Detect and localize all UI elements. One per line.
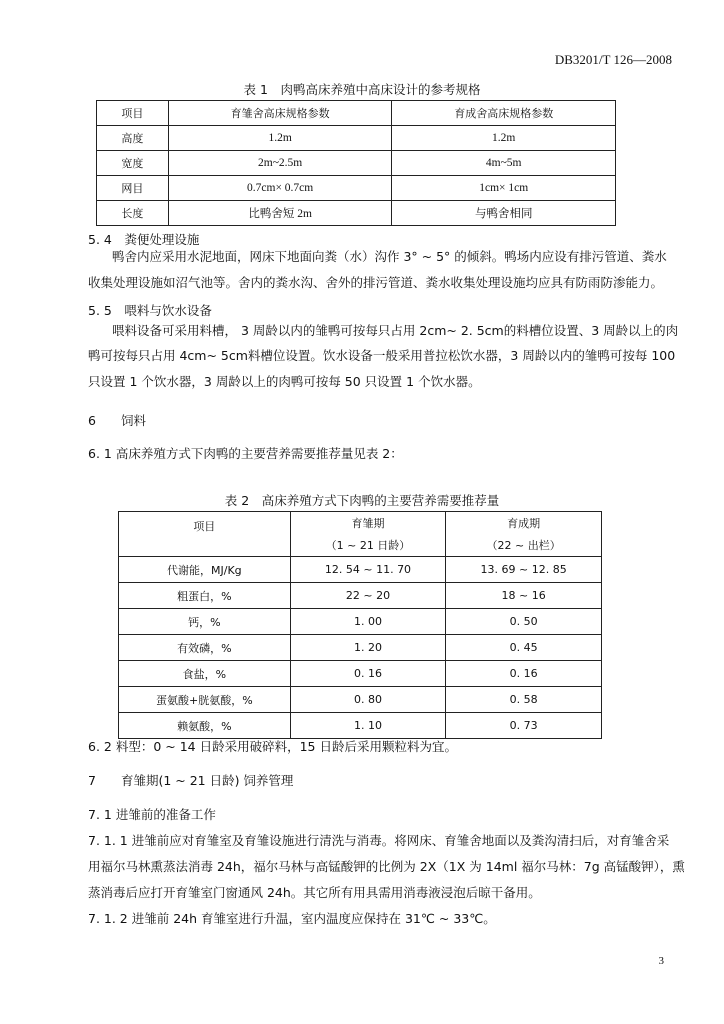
table-row (119, 583, 602, 609)
section-heading: 7 育雏期(1 ~ 21 日龄) 饲养管理 (88, 773, 294, 788)
table-cell: 1cm× 1cm (392, 176, 616, 201)
table-cell: 4m~5m (392, 151, 616, 176)
table-cell: 高度 (97, 126, 169, 151)
table-cell: 0. 80 (290, 687, 446, 713)
table2 (118, 511, 602, 739)
table-cell: 0. 16 (290, 661, 446, 687)
paragraph-line: 6. 1 高床养殖方式下肉鸭的主要营养需要推荐量见表 2： (88, 446, 403, 461)
table-cell: 1. 00 (290, 609, 446, 635)
paragraph-line: 7. 1. 1 进雏前应对育雏室及育雏设施进行清洗与消毒。将网床、育雏舍地面以及粪沟清扫后，对育雏舍采 (88, 833, 670, 848)
table-cell: 网目 (97, 176, 169, 201)
doc-code: DB3201/T 126—2008 (554, 52, 672, 67)
paragraph-line: 收集处理设施如沼气池等。舍内的粪水沟、舍外的排污管道、粪水收集处理设施均应具有防雨防渗能力。 (88, 275, 664, 290)
table-cell: 1.2m (392, 126, 616, 151)
table-row (119, 687, 602, 713)
table-cell: 0. 73 (446, 713, 602, 739)
table-cell: 13. 69 ~ 12. 85 (446, 557, 602, 583)
section-heading: 7. 1 进雏前的准备工作 (88, 807, 216, 822)
table-row (119, 557, 602, 583)
section-heading: 5. 5 喂料与饮水设备 (88, 303, 212, 318)
table-cell: 比鸭舍短 2m (168, 201, 392, 226)
table-row (97, 201, 616, 226)
table-cell: 有效磷，% (119, 635, 291, 661)
table2-caption: 表 2 高床养殖方式下肉鸭的主要营养需要推荐量 (224, 493, 500, 508)
table-cell: 与鸭舍相同 (392, 201, 616, 226)
paragraph-line: 鸭可按每只占用 4cm~ 5cm料槽位设置。饮水设备一般采用普拉松饮水器，3 周龄以内的雏鸭可按每 100 (88, 348, 676, 363)
table-cell: 蛋氨酸+胱氨酸，% (119, 687, 291, 713)
table-cell: 长度 (97, 201, 169, 226)
paragraph-line: 6. 2 料型：0 ~ 14 日龄采用破碎料，15 日龄后采用颗粒料为宜。 (88, 739, 457, 754)
section-heading: 5. 4 粪便处理设施 (88, 232, 200, 247)
table-header-row (97, 101, 616, 126)
table-cell: 代谢能，MJ/Kg (119, 557, 291, 583)
table-cell: 12. 54 ~ 11. 70 (290, 557, 446, 583)
table-header-cell: 育雏期 (290, 512, 446, 535)
table-cell: 宽度 (97, 151, 169, 176)
table1 (96, 100, 616, 226)
table-row (97, 126, 616, 151)
table-cell: 1. 20 (290, 635, 446, 661)
table-row (119, 661, 602, 687)
paragraph-line: 只设置 1 个饮水器，3 周龄以上的肉鸭可按每 50 只设置 1 个饮水器。 (88, 374, 481, 389)
table-cell: 0.7cm× 0.7cm (168, 176, 392, 201)
table-cell: 赖氨酸，% (119, 713, 291, 739)
table-cell: 1.2m (168, 126, 392, 151)
table-cell: 0. 16 (446, 661, 602, 687)
table-header-cell: 项目 (119, 512, 291, 557)
paragraph-line: 用福尔马林熏蒸法消毒 24h，福尔马林与高锰酸钾的比例为 2X（1X 为 14ml 福尔马林：7g 高锰酸钾），熏 (88, 859, 685, 874)
page-number: 3 (658, 955, 664, 967)
table-row (119, 609, 602, 635)
table-cell: 2m~2.5m (168, 151, 392, 176)
table-subheader-cell: （22 ~ 出栏） (446, 534, 602, 557)
paragraph-line: 7. 1. 2 进雏前 24h 育雏室进行升温，室内温度应保持在 31℃ ~ 33℃。 (88, 911, 496, 926)
table-cell: 0. 50 (446, 609, 602, 635)
table-header-row (119, 512, 602, 535)
table-header-cell: 育成舍高床规格参数 (392, 101, 616, 126)
section-heading: 6 饲料 (88, 413, 146, 428)
table-cell: 食盐，% (119, 661, 291, 687)
paragraph-line: 蒸消毒后应打开育雏室门窗通风 24h。其它所有用具需用消毒液浸泡后晾干备用。 (88, 885, 541, 900)
table-cell: 18 ~ 16 (446, 583, 602, 609)
table-row (119, 635, 602, 661)
table-cell: 钙，% (119, 609, 291, 635)
paragraph-line: 鸭舍内应采用水泥地面，网床下地面向粪（水）沟作 3° ~ 5° 的倾斜。鸭场内应设有排污管道、粪水 (112, 249, 667, 264)
table-row (97, 151, 616, 176)
table-cell: 0. 58 (446, 687, 602, 713)
table-cell: 1. 10 (290, 713, 446, 739)
table-header-cell: 育雏舍高床规格参数 (168, 101, 392, 126)
table-header-cell: 育成期 (446, 512, 602, 535)
table-cell: 22 ~ 20 (290, 583, 446, 609)
table-subheader-cell: （1 ~ 21 日龄） (290, 534, 446, 557)
table-cell: 粗蛋白，% (119, 583, 291, 609)
table-row (97, 176, 616, 201)
table-cell: 0. 45 (446, 635, 602, 661)
table-header-cell: 项目 (97, 101, 169, 126)
paragraph-line: 喂料设备可采用料槽， 3 周龄以内的雏鸭可按每只占用 2cm~ 2. 5cm的料槽位设置、3 周龄以上的肉 (112, 323, 679, 338)
table1-caption: 表 1 肉鸭高床养殖中高床设计的参考规格 (243, 82, 481, 97)
